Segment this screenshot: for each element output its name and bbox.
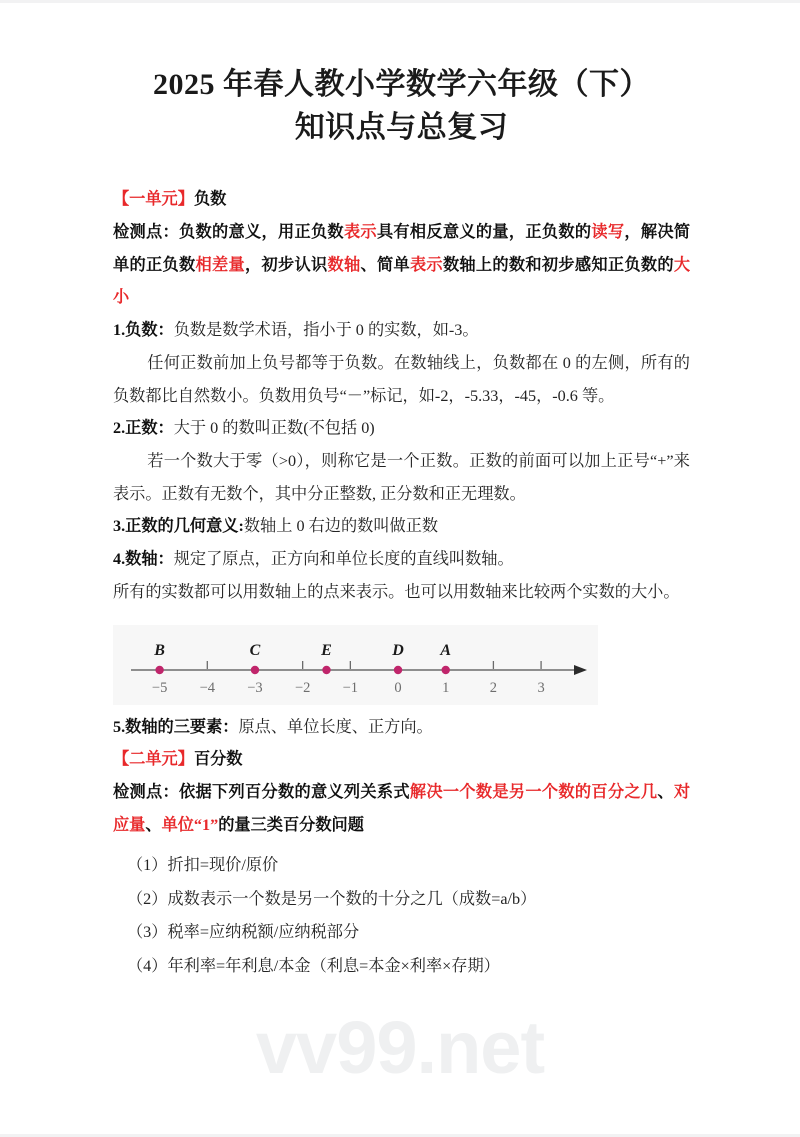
axis-tick-label: −3 [247, 679, 263, 696]
unit-1-item-2-extra [113, 445, 690, 510]
unit-1-name: 负数 [193, 190, 227, 209]
number-line-svg [113, 625, 598, 705]
unit-1-checkpoint-label: 检测点： [113, 222, 179, 241]
highlight-text: 解决一个数是另一个数的百分之几 [409, 782, 658, 801]
unit-2-checkpoint [113, 776, 690, 841]
highlight-text: 相差量 [195, 255, 245, 274]
axis-tick-label: −5 [151, 679, 168, 696]
plain-text: 数轴上的数和初步感知正负数的 [442, 255, 674, 274]
item-5-sep: ： [222, 717, 239, 736]
item-3-term: 正数的几何意义 [125, 517, 239, 536]
title-line-2: 知识点与总复习 [294, 110, 509, 144]
plain-text: 、 [145, 815, 162, 834]
item-5-term: 数轴的三要素 [125, 717, 223, 736]
unit-section-1 [113, 183, 690, 743]
item-4-number: 4. [113, 550, 126, 569]
data-point [442, 665, 450, 673]
plain-text: ，解决简单的正负数 [113, 222, 691, 274]
data-point [322, 665, 330, 673]
formula-item: （2）成数表示一个数是另一个数的十分之几（成数=a/b） [127, 889, 537, 908]
unit-2-checkpoint-label: 检测点： [113, 782, 179, 801]
unit-section-2 [113, 743, 690, 983]
unit-2-heading [113, 743, 690, 776]
highlight-text: 数轴 [327, 255, 361, 274]
item-2-number: 2. [113, 419, 126, 438]
axis-arrow-icon [574, 665, 587, 675]
item-2-term: 正数 [125, 419, 158, 438]
unit-1-item-4 [113, 543, 690, 576]
unit-1-item-5 [113, 711, 690, 744]
axis-tick-label: 1 [442, 679, 450, 696]
unit-2-tag: 【二单元】 [113, 750, 194, 769]
item-3-number: 3. [113, 517, 126, 536]
item-4-body: 规定了原点，正方向和单位长度的直线叫数轴。 [173, 550, 514, 569]
unit-1-heading [113, 183, 690, 216]
unit-1-item-1 [113, 314, 690, 347]
plain-text: ，初步认识 [244, 255, 328, 274]
highlight-text: 单位“1” [161, 815, 219, 834]
unit-2-formula-list [113, 849, 690, 983]
formula-item: （3）税率=应纳税额/应纳税部分 [127, 923, 360, 942]
data-point [251, 665, 259, 673]
item-1-number: 1. [113, 321, 126, 340]
axis-tick-label: −4 [199, 679, 216, 696]
item-2-sep: ： [157, 419, 174, 438]
unit-2-name: 百分数 [193, 750, 243, 769]
axis-tick-label: 3 [537, 679, 545, 696]
item-2-body: 大于 0 的数叫正数(不包括 0) [173, 419, 375, 438]
axis-tick-label: −1 [342, 679, 359, 696]
plain-text: 的量三类百分数问题 [218, 815, 364, 834]
plain-text: 、简单 [360, 255, 410, 274]
item-2-extra: 若一个数大于零（>0），则称它是一个正数。正数的前面可以加上正号“+”来表示。正数有无数个，其中分正整数, 正分数和正无理数。 [113, 451, 690, 503]
item-4-sep: ： [157, 550, 174, 569]
point-label: D [392, 641, 404, 659]
watermark: vv99.net [255, 1006, 545, 1089]
axis-tick-label: −2 [294, 679, 311, 696]
item-1-term: 负数 [125, 321, 158, 340]
unit-2-checkpoint-body [113, 783, 690, 834]
unit-1-item-2 [113, 412, 690, 445]
data-point [394, 665, 402, 673]
highlight-text: 大小 [113, 255, 691, 307]
plain-text: 负数的意义，用正负数 [178, 222, 344, 241]
number-line-figure [113, 625, 598, 705]
unit-1-note: 所有的实数都可以用数轴上的点来表示。也可以用数轴来比较两个实数的大小。 [113, 582, 680, 601]
item-1-body: 负数是数学术语，指小于 0 的实数，如-3。 [173, 321, 479, 340]
item-3-body: 数轴上 0 右边的数叫做正数 [243, 517, 439, 536]
plain-text: 依据下列百分数的意义列关系式 [178, 782, 410, 801]
highlight-text: 表示 [409, 255, 443, 274]
unit-1-checkpoint [113, 216, 690, 314]
point-label: E [321, 641, 332, 659]
formula-item: （1）折扣=现价/原价 [127, 856, 279, 875]
unit-1-item-1-extra [113, 347, 690, 412]
point-label: B [154, 641, 165, 659]
title-line-1: 2025 年春人教小学数学六年级（下） [153, 68, 650, 101]
point-label: A [440, 641, 452, 659]
formula-item: （4）年利率=年利息/本金（利息=本金×利率×存期） [127, 956, 500, 975]
item-5-number: 5. [113, 717, 126, 736]
data-point [155, 665, 163, 673]
axis-tick-label: 0 [394, 679, 402, 696]
item-1-extra: 任何正数前加上负号都等于负数。在数轴线上，负数都在 0 的左侧，所有的负数都比自然数小。负数用负号“－”标记，如-2，-5.33，-45，-0.6 等。 [113, 353, 690, 405]
point-label: C [249, 641, 261, 659]
unit-1-tag: 【一单元】 [113, 190, 194, 209]
unit-1-item-3 [113, 510, 690, 543]
highlight-text: 对应量 [113, 782, 691, 834]
item-3-sep: : [238, 517, 244, 536]
highlight-text: 读写 [591, 222, 625, 241]
item-4-term: 数轴 [125, 550, 158, 569]
unit-1-checkpoint-body [113, 223, 690, 306]
item-1-sep: ： [157, 321, 174, 340]
page-title [113, 0, 690, 149]
axis-tick-label: 2 [489, 679, 498, 696]
item-5-body: 原点、单位长度、正方向。 [238, 717, 433, 736]
highlight-text: 表示 [343, 222, 377, 241]
plain-text: 、 [657, 782, 674, 801]
plain-text: 具有相反意义的量，正负数的 [376, 222, 592, 241]
